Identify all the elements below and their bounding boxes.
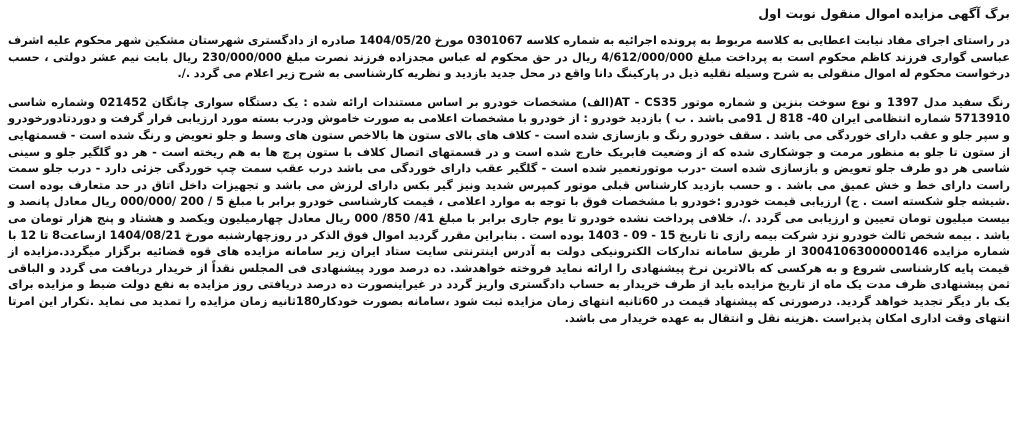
notice-paragraph-vehicle-details: رنگ سفید مدل 1397 و نوع سوخت بنزین و شماره موتور AT - CS35(الف) مشخصات خودرو بر اساس مستندات ارائه شده : یک دستگاه سواری چانگان 021452 وشماره شاسی 5713910 شماره انتظامی ایران 40- 818 ل 91می باشد . ب ) بازدید خودرو : از خودرو با مشخصات اعلامی به صورت خاموش ودرب بسته مورد ارزیابی قرار گرفت و دوردتادورخودرو و سپر جلو و عقب دارای خوردگی می باشد . سقف خودرو رنگ و بازسازی شده است - کلاف های بالای ستون ها بالاخص ستون های وسط و جلو تعویض و رنگ شده است - قسمتهایی از ستون تا جلو به منظور مرمت و جوشکاری شده که از وضعیت فابریک خارج شده است و در قسمتهای اتصال کلاف با ستون پرچ ها به هم ریخته است - هر دو گلگیر جلو و سینی شاسی هر دو طرف جلو تعویض و بازسازی شده است -درب موتورتعمیر شده است - گلگیر عقب دارای خوردگی می باشد درب عقب سمت چپ خوردگی جزئی دارد - درب جلو سمت راست دارای خط و خش عمیق می باشد . و حسب بازدید کارشناس قبلی موتور کمپرس شدید ونیز گیر بکس دارای لرزش می باشد و تجهیزات داخل اتاق در حد متعارف بوده است .شیشه جلو شکسته است . ج) ارزیابی قیمت خودرو :خودرو با مشخصات فوق با توجه به موارد اعلامی ، قیمت کارشناسی خودرو برابر با مبلغ 5 / 200 /000/000 ریال معادل پانصد و بیست میلیون تومان تعیین و ارزیابی می گردد ./. خلافی پرداخت نشده خودرو تا یوم جاری برابر با مبلغ 41/ 850/ 000 ریال معادل چهارمیلیون ویکصد و هشتاد و پنج هزار تومان می باشد . بیمه شخص ثالث خودرو نزد شرکت بیمه رازی تا تاریخ 15 - 09 - 1403 بوده است . بنابراین مقرر گردید اموال فوق الذکر در روزچهارشنبه مورخ 1404/08/21 ازساعت8 تا 12 با شماره مزایده 3004106300000146 از طریق سامانه تدارکات الکترونیکی دولت به آدرس اینترنتی سایت ستاد ایران زیر سامانه مزایده های قوه قضائیه برگزار میگردد.مزایده از قیمت پایه کارشناسی شروع و به هرکسی که بالاترین نرخ پیشنهادی را ارائه نماید فروخته خواهدشد. ده درصد مورد پیشنهادی فی المجلس نقداً از خریدار دریافت می گردد و الباقی ثمن پیشنهادی ظرف مدت یک ماه از تاریخ مزایده باید از طرف خریدار به حساب دادگستری واریز گردد در غیراینصورت ده درصد دریافتی روز مزایده به نفع دولت ضبط و مزایده برای یک بار دیگر تجدید خواهد گردید. درصورتی که پیشنهاد قیمت در 60ثانیه انتهای زمان مزایده ثبت شود ،سامانه بصورت خودکار180ثانیه زمان مزایده را تمدید می نماید .تکرار این امرتا انتهای وقت اداری امکان پذیراست .هزینه نقل و انتقال به عهده خریدار می باشد. (8, 94, 1011, 325)
notice-paragraph-intro: در راستای اجرای مفاد نیابت اعطایی به کلاسه مربوط به پرونده اجرائیه به شماره کلاسه 0301067 مورخ 1404/05/20 صادره از دادگستری شهرستان مشکین شهر محکوم علیه اشرف عباسی گواری فرزند کاظم محکوم است به پرداخت مبلغ 4/612/000/000 ریال در حق محکوم له عباس مجدزاده فرزند نصرت مبلغ 230/000/000 ریال بابت نیم عشر دولتی ، حسب درخواست محکوم له اموال منقولی به شرح وسیله نقلیه ذیل در پارکینگ دانا واقع در محل جدید بازدید و نظریه کارشناسی به شرح زیر اعلام می گردد ./. (8, 33, 1010, 81)
notice-title: برگ آگهی مزایده اموال منقول نوبت اول (758, 6, 1010, 21)
